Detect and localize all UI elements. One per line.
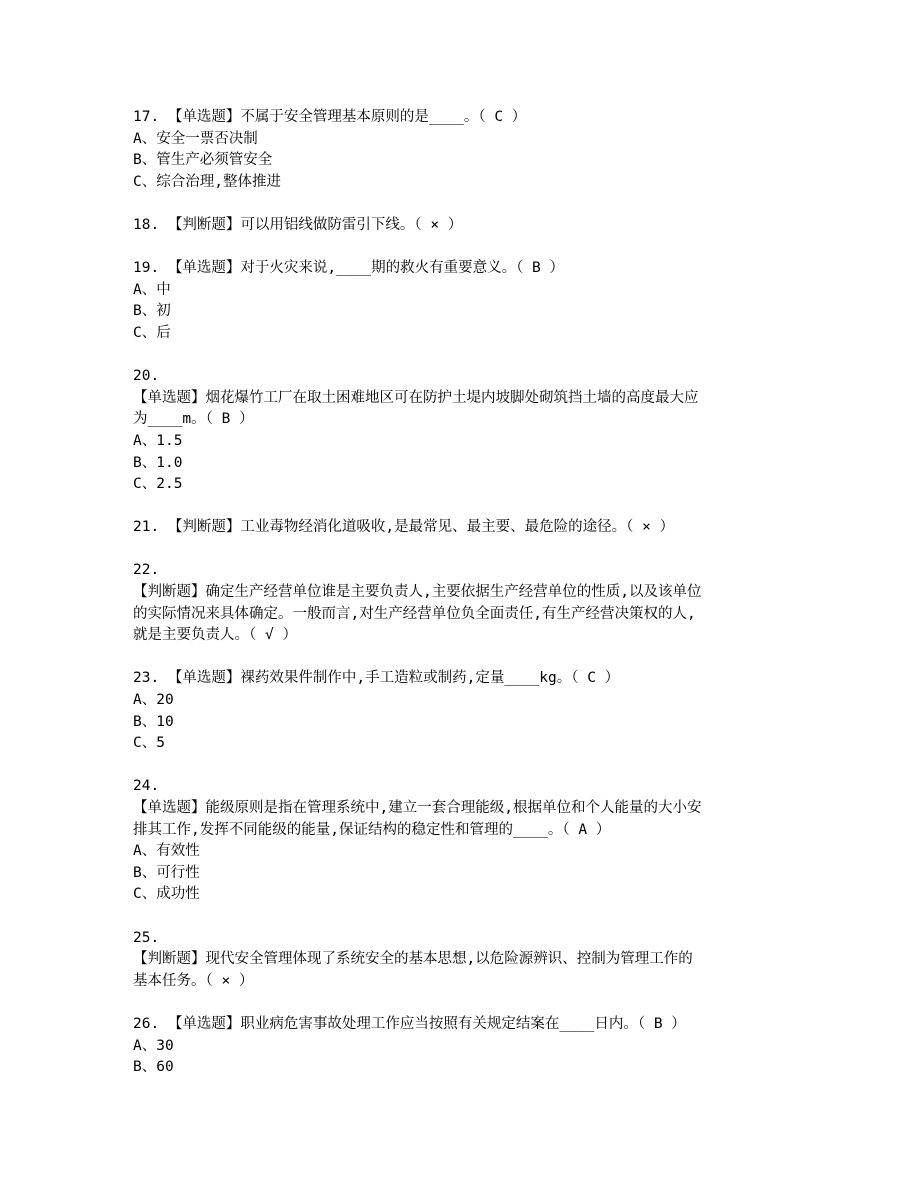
question-23 — [133, 668, 793, 754]
question-number: 25. — [133, 929, 160, 946]
question-21 — [133, 517, 793, 539]
option-c: C、2.5 — [133, 476, 183, 493]
question-stem: 【单选题】烟花爆竹工厂在取土困难地区可在防护土堤内坡脚处砌筑挡土墙的高度最大应 — [133, 389, 699, 406]
option-b: B、管生产必须管安全 — [133, 152, 273, 169]
question-17 — [133, 107, 793, 193]
question-number: 22. — [133, 562, 160, 579]
question-stem-continued: 就是主要负责人。（ √ ） — [133, 627, 297, 644]
option-b: B、60 — [133, 1059, 174, 1076]
question-stem: 21. 【判断题】工业毒物经消化道吸收,是最常见、最主要、最危险的途径。（ × ） — [133, 519, 675, 536]
question-number: 24. — [133, 778, 160, 795]
option-a: A、1.5 — [133, 432, 183, 449]
option-b: B、初 — [133, 303, 171, 320]
question-number: 20. — [133, 368, 160, 385]
option-c: C、5 — [133, 735, 165, 752]
question-stem-continued: 排其工作,发挥不同能级的能量,保证结构的稳定性和管理的____。（ A ） — [133, 821, 611, 838]
question-stem-continued: 为____m。（ B ） — [133, 411, 254, 428]
question-stem: 23. 【单选题】裸药效果件制作中,手工造粒或制药,定量____kg。（ C ） — [133, 670, 620, 687]
question-stem-continued: 的实际情况来具体确定。一般而言,对生产经营单位负全面责任,有生产经营决策权的人, — [133, 605, 696, 622]
option-b: B、可行性 — [133, 864, 200, 881]
question-stem: 18. 【判断题】可以用铝线做防雷引下线。（ × ） — [133, 216, 463, 233]
option-b: B、1.0 — [133, 454, 183, 471]
question-26 — [133, 1014, 793, 1079]
option-a: A、30 — [133, 1037, 174, 1054]
option-c: C、综合治理,整体推进 — [133, 173, 281, 190]
question-19 — [133, 258, 793, 344]
question-stem: 【判断题】现代安全管理体现了系统安全的基本思想,以危险源辨识、控制为管理工作的 — [133, 951, 693, 968]
option-b: B、10 — [133, 713, 174, 730]
option-a: A、有效性 — [133, 843, 200, 860]
question-25 — [133, 928, 793, 993]
question-stem: 26. 【单选题】职业病危害事故处理工作应当按照有关规定结案在____日内。（ B ） — [133, 1015, 686, 1032]
question-stem: 17. 【单选题】不属于安全管理基本原则的是____。（ C ） — [133, 109, 527, 125]
question-stem: 【判断题】确定生产经营单位谁是主要负责人,主要依据生产经营单位的性质,以及该单位 — [133, 584, 702, 601]
question-stem: 19. 【单选题】对于火灾来说,____期的救火有重要意义。（ B ） — [133, 260, 565, 277]
question-22 — [133, 560, 793, 646]
option-a: A、安全一票否决制 — [133, 130, 258, 147]
option-c: C、成功性 — [133, 886, 200, 903]
option-a: A、20 — [133, 692, 174, 709]
question-24 — [133, 776, 793, 906]
option-a: A、中 — [133, 281, 171, 298]
question-18 — [133, 215, 793, 237]
question-stem: 【单选题】能级原则是指在管理系统中,建立一套合理能级,根据单位和个人能量的大小安 — [133, 800, 702, 816]
option-c: C、后 — [133, 324, 171, 341]
question-stem-continued: 基本任务。（ × ） — [133, 972, 254, 989]
question-list — [133, 107, 793, 1100]
question-20 — [133, 366, 793, 496]
